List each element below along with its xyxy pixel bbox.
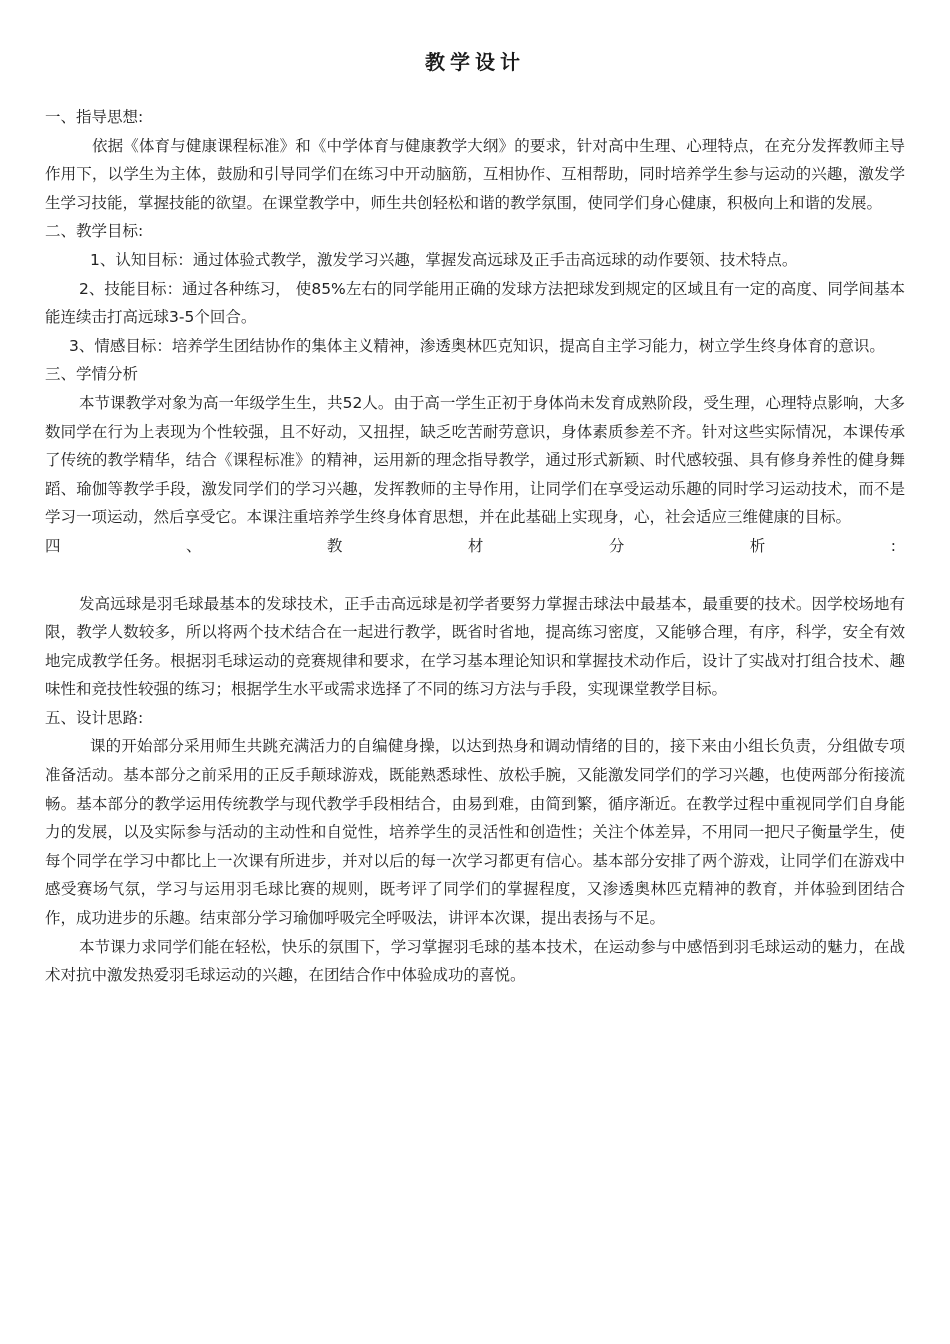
paragraph-design-summary: 本节课力求同学们能在轻松，快乐的氛围下，学习掌握羽毛球的基本技术，在运动参与中感悟到羽毛球运动的魅力，在战术对抗中激发热爱羽毛球运动的兴趣，在团结合作中体验成功的喜悦。: [45, 937, 905, 985]
heading-char: :: [890, 536, 896, 555]
paragraph-guiding-ideology: 依据《体育与健康课程标准》和《中学体育与健康教学大纲》的要求，针对高中生理、心理特点，在充分发挥教师主导作用下，以学生为主体，鼓励和引导同学们在练习中开动脑筋，互相协作、互相帮助，同时培养学生参与运动的兴趣，激发学生学习技能，掌握技能的欲望。在课堂教学中，师生共创轻松和谐的教学氛围，使同学们身心健康，积极向上和谐的发展。: [45, 136, 905, 212]
document-title: 教学设计: [425, 50, 525, 74]
heading-char: 析: [749, 536, 766, 555]
blank-line: [45, 561, 905, 590]
paragraph-material-analysis: 发高远球是羽毛球最基本的发球技术，正手击高远球是初学者要努力掌握击球法中最基本，最重要的技术。因学校场地有限，教学人数较多，所以将两个技术结合在一起进行教学，既省时省地，提高练习密度，又能够合理，有序，科学，安全有效地完成教学任务。根据羽毛球运动的竞赛规律和要求，在学习基本理论知识和掌握技术动作后，设计了实战对打组合技术、趣味性和竞技性较强的练习；根据学生水平或需求选择了不同的练习方法与手段，实现课堂教学目标。: [45, 594, 905, 699]
section-heading-teaching-goals: 二、教学目标:: [45, 222, 144, 241]
section-heading-student-analysis: 三、学情分析: [45, 365, 139, 384]
heading-char: 四: [45, 536, 61, 555]
goal-affective: 3、情感目标：培养学生团结协作的集体主义精神，渗透奥林匹克知识，提高自主学习能力，树立学生终身体育的意识。: [69, 336, 885, 355]
section-heading-design-ideas: 五、设计思路:: [45, 708, 144, 727]
goal-skill: 2、技能目标：通过各种练习， 使85%左右的同学能用正确的发球方法把球发到规定的区域且有一定的高度、同学间基本能连续击打高远球3-5个回合。: [45, 279, 905, 327]
heading-char: 教: [326, 536, 343, 555]
paragraph-design-ideas: 课的开始部分采用师生共跳充满活力的自编健身操，以达到热身和调动情绪的目的，接下来由小组长负责，分组做专项准备活动。基本部分之前采用的正反手颠球游戏，既能熟悉球性、放松手腕，又能激发同学们的学习兴趣，也使两部分衔接流畅。基本部分的教学运用传统教学与现代教学手段相结合，由易到难，由简到繁，循序渐近。在教学过程中重视同学们自身能力的发展，以及实际参与活动的主动性和自觉性，培养学生的灵活性和创造性；关注个体差异，不用同一把尺子衡量学生，使每个同学在学习中都比上一次课有所进步，并对以后的每一次学习都更有信心。基本部分安排了两个游戏，让同学们在游戏中感受赛场气氛，学习与运用羽毛球比赛的规则，既考评了同学们的掌握程度，又渗透奥林匹克精神的教育，并体验到团结合作，成功进步的乐趣。结束部分学习瑜伽呼吸完全呼吸法，讲评本次课，提出表扬与不足。: [45, 737, 905, 928]
section-heading-material-analysis: [45, 532, 896, 561]
heading-char: 、: [185, 536, 202, 555]
goal-cognitive: 1、认知目标：通过体验式教学，激发学习兴趣，掌握发高远球及正手击高远球的动作要领、技术特点。: [90, 250, 798, 269]
heading-char: 分: [608, 536, 625, 555]
heading-char: 材: [467, 536, 484, 555]
document-body: [45, 103, 905, 990]
paragraph-student-analysis: 本节课教学对象为高一年级学生生，共52人。由于高一学生正初于身体尚未发育成熟阶段，受生理，心理特点影响，大多数同学在行为上表现为个性较强，且不好动，又扭捏，缺乏吃苦耐劳意识，身体素质参差不齐。针对这些实际情况，本课传承了传统的教学精华，结合《课程标准》的精神，运用新的理念指导教学，通过形式新颖、时代感较强、具有修身养性的健身舞蹈、瑜伽等教学手段，激发同学们的学习兴趣，发挥教师的主导作用，让同学们在享受运动乐趣的同时学习运动技术，而不是学习一项运动，然后享受它。本课注重培养学生终身体育思想，并在此基础上实现身，心，社会适应三维健康的目标。: [45, 393, 905, 527]
section-heading-guiding-ideology: 一、指导思想:: [45, 108, 144, 126]
